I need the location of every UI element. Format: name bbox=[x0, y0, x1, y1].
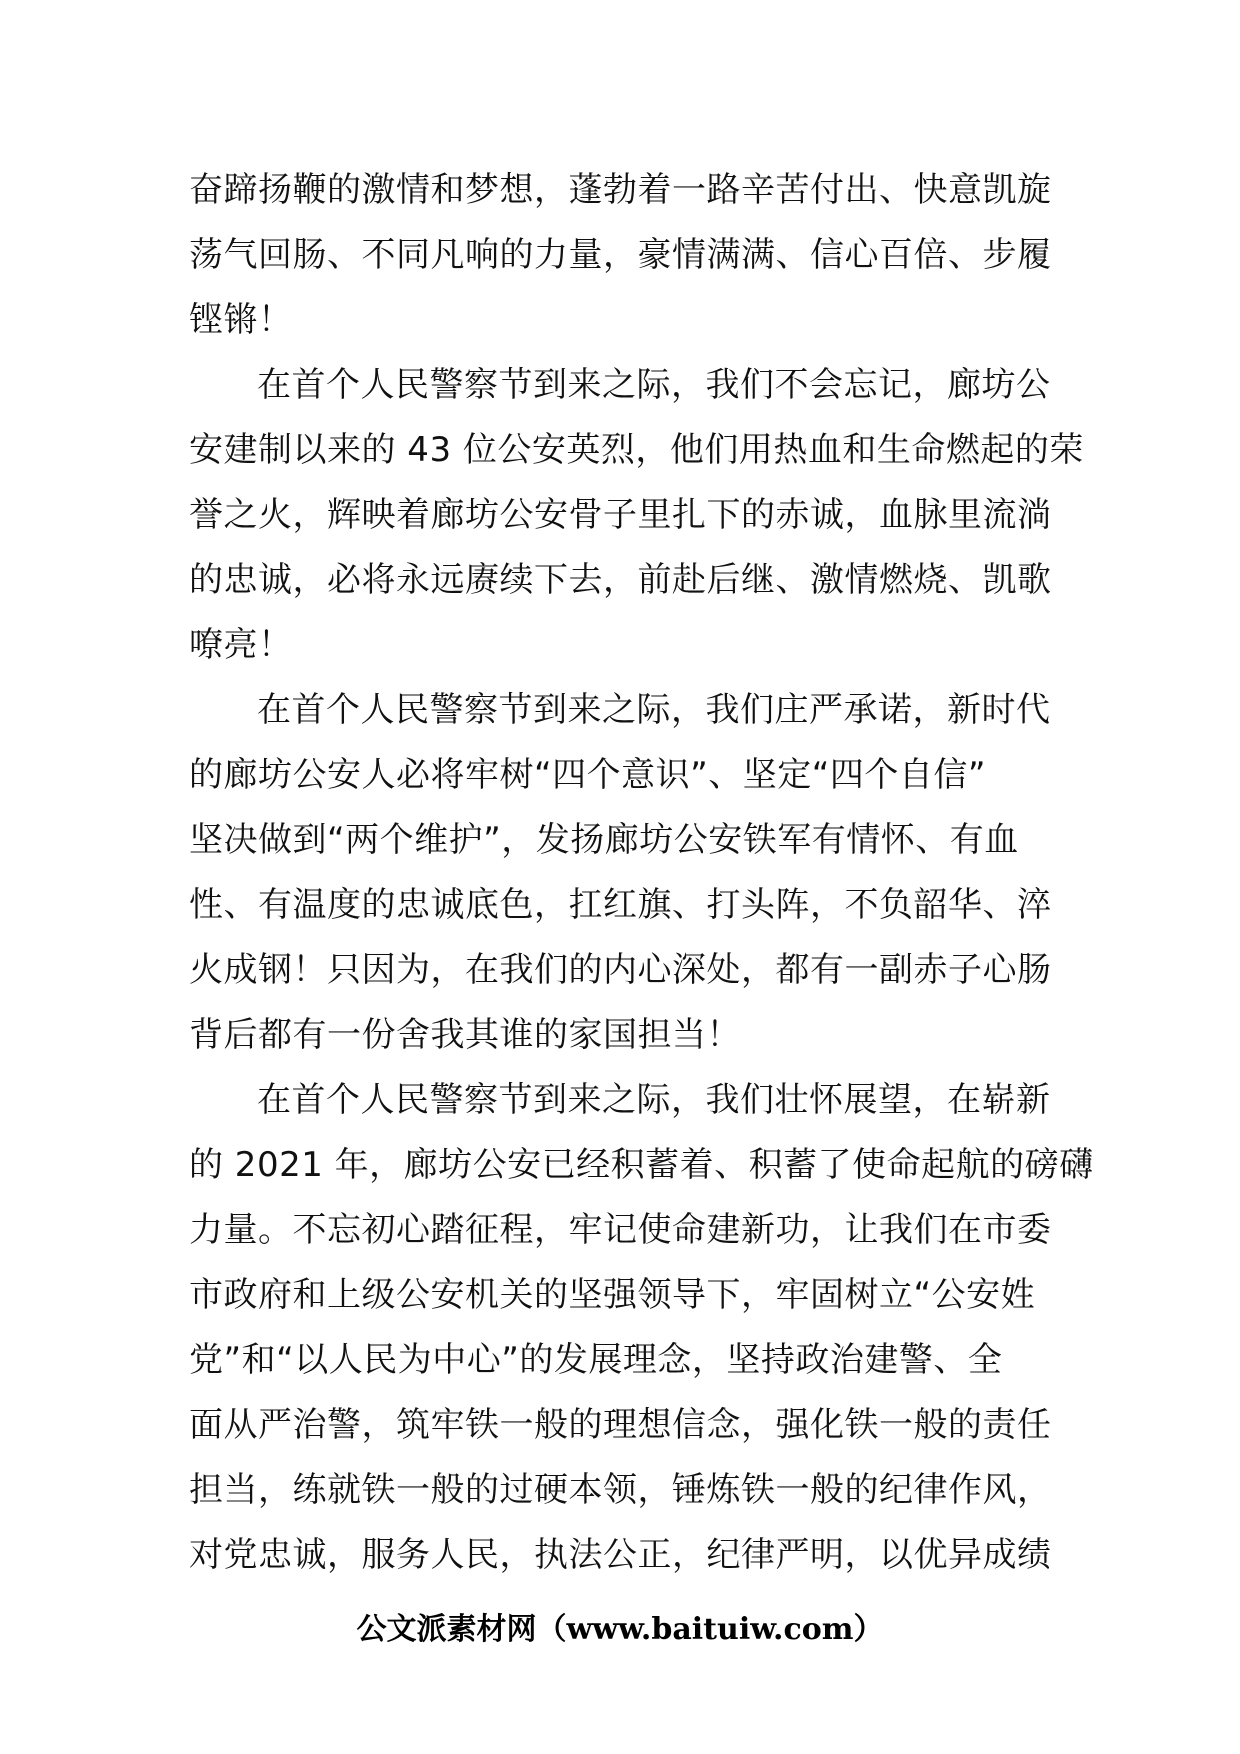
text-line: 对党忠诚，服务人民，执法公正，纪律严明，以优异成绩 bbox=[189, 1535, 1052, 1575]
text-line: 誉之火，辉映着廊坊公安骨子里扎下的赤诚，血脉里流淌 bbox=[189, 495, 1052, 535]
text-line: 荡气回肠、不同凡响的力量，豪情满满、信心百倍、步履 bbox=[189, 235, 1052, 275]
text-line: 背后都有一份舍我其谁的家国担当！ bbox=[189, 1015, 741, 1055]
text-line: 面从严治警，筑牢铁一般的理想信念，强化铁一般的责任 bbox=[189, 1405, 1052, 1445]
text-line: 火成钢！只因为，在我们的内心深处，都有一副赤子心肠 bbox=[189, 950, 1052, 990]
paragraph-start-line: 在首个人民警察节到来之际，我们不会忘记，廊坊公 bbox=[257, 365, 1051, 405]
footer-source: 公文派素材网（www.baituiw.com） bbox=[356, 1612, 884, 1647]
paragraph-start-line: 在首个人民警察节到来之际，我们庄严承诺，新时代 bbox=[257, 690, 1051, 730]
text-line: 党”和“以人民为中心”的发展理念，坚持政治建警、全 bbox=[189, 1340, 1003, 1380]
text-line: 的廊坊公安人必将牢树“四个意识”、坚定“四个自信” bbox=[189, 755, 986, 795]
text-line: 铿锵！ bbox=[189, 300, 293, 340]
text-line: 嘹亮！ bbox=[189, 625, 293, 665]
text-line: 市政府和上级公安机关的坚强领导下，牢固树立“公安姓 bbox=[189, 1275, 1036, 1315]
text-line: 性、有温度的忠诚底色，扛红旗、打头阵，不负韶华、淬 bbox=[189, 885, 1052, 925]
paragraph-start-line: 在首个人民警察节到来之际，我们壮怀展望，在崭新 bbox=[257, 1080, 1051, 1120]
text-line: 的 2021 年，廊坊公安已经积蓄着、积蓄了使命起航的磅礴 bbox=[189, 1145, 1094, 1185]
text-line: 担当，练就铁一般的过硬本领，锤炼铁一般的纪律作风， bbox=[189, 1470, 1052, 1510]
text-line: 奋蹄扬鞭的激情和梦想，蓬勃着一路辛苦付出、快意凯旋 bbox=[189, 170, 1052, 210]
document-body bbox=[189, 158, 1094, 1588]
text-line: 的忠诚，必将永远赓续下去，前赴后继、激情燃烧、凯歌 bbox=[189, 560, 1052, 600]
text-line: 安建制以来的 43 位公安英烈，他们用热血和生命燃起的荣 bbox=[189, 430, 1084, 470]
text-line: 坚决做到“两个维护”，发扬廊坊公安铁军有情怀、有血 bbox=[189, 820, 1019, 860]
text-line: 力量。不忘初心踏征程，牢记使命建新功，让我们在市委 bbox=[189, 1210, 1052, 1250]
